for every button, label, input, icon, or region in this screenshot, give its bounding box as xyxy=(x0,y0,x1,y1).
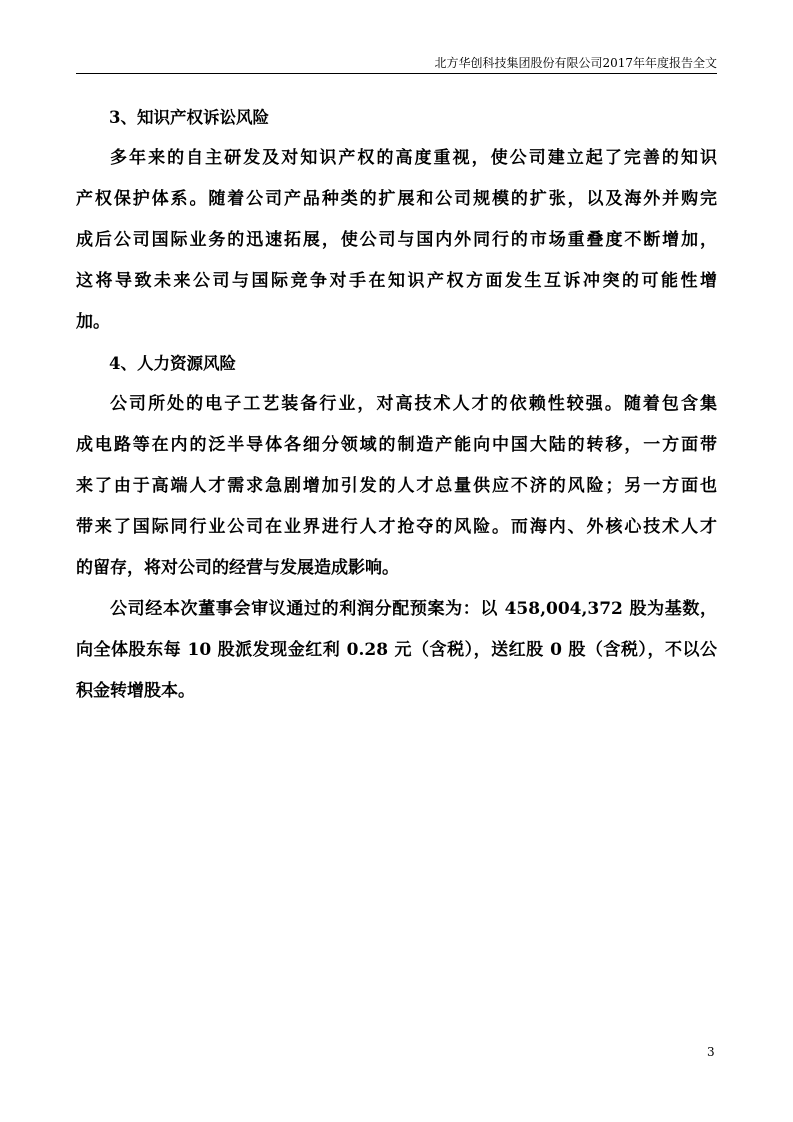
paragraph-line: 这将导致未来公司与国际竞争对手在知识产权方面发生互诉冲突的可能性增 xyxy=(76,271,717,291)
paragraph-line: 成电路等在内的泛半导体各细分领域的制造产能向中国大陆的转移，一方面带 xyxy=(76,435,717,455)
paragraph-line: 带来了国际同行业公司在业界进行人才抢夺的风险。而海内、外核心技术人才 xyxy=(76,517,717,537)
paragraph-line: 产权保护体系。随着公司产品种类的扩展和公司规模的扩张，以及海外并购完 xyxy=(76,189,717,209)
paragraph-line: 公司所处的电子工艺装备行业，对高技术人才的依赖性较强。随着包含集 xyxy=(110,394,717,414)
paragraph-line: 的留存，将对公司的经营与发展造成影响。 xyxy=(76,558,399,578)
document-body xyxy=(76,97,717,712)
paragraph-line: 公司经本次董事会审议通过的利润分配预案为：以 458,004,372 股为基数， xyxy=(110,599,717,619)
section-human-resources-risk xyxy=(76,343,717,589)
page-header xyxy=(76,54,717,74)
paragraph-line: 来了由于高端人才需求急剧增加引发的人才总量供应不济的风险；另一方面也 xyxy=(76,476,717,496)
report-title: 北方华创科技集团股份有限公司2017年年度报告全文 xyxy=(434,56,717,70)
paragraph-line: 多年来的自主研发及对知识产权的高度重视，使公司建立起了完善的知识 xyxy=(110,148,717,168)
dividend-proposal xyxy=(76,589,717,712)
section-heading: 4、人力资源风险 xyxy=(109,354,236,373)
paragraph-line: 加。 xyxy=(76,312,110,332)
paragraph-line: 成后公司国际业务的迅速拓展，使公司与国内外同行的市场重叠度不断增加， xyxy=(76,230,717,250)
paragraph-line: 积金转增股本。 xyxy=(76,681,195,701)
section-ip-litigation-risk xyxy=(76,97,717,343)
paragraph-line: 向全体股东每 10 股派发现金红利 0.28 元（含税），送红股 0 股（含税），不以公 xyxy=(76,640,717,660)
section-heading: 3、知识产权诉讼风险 xyxy=(109,108,269,127)
page-number: 3 xyxy=(707,1045,715,1059)
